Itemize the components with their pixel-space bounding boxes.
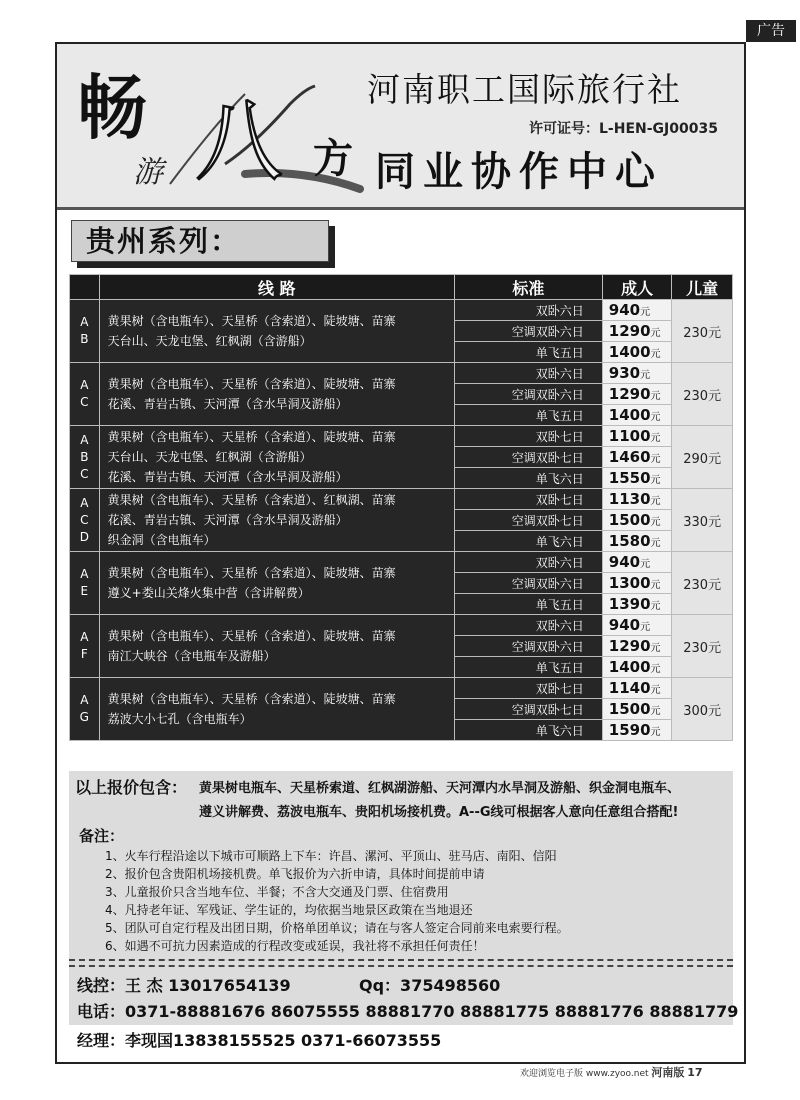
route-code-letter: A: [80, 693, 89, 707]
child-price: 230元: [672, 615, 733, 678]
route-description: [99, 363, 454, 426]
currency-unit: 元: [650, 664, 661, 675]
child-price: 330元: [672, 489, 733, 552]
adult-price-cell: [602, 720, 672, 741]
currency-unit: 元: [650, 727, 661, 738]
adult-price: 1390: [608, 595, 651, 613]
currency-unit: 元: [650, 433, 661, 444]
adult-price-cell: [602, 531, 672, 552]
section-title: 贵州系列：: [71, 220, 329, 262]
standard-cell: 单飞六日: [454, 531, 602, 552]
adult-price: 940: [608, 616, 641, 634]
route-code: [70, 552, 100, 615]
route-line: 黄果树（含电瓶车）、天星桥（含索道）、陡坡塘、苗寨: [107, 566, 396, 580]
adult-price-cell: [602, 510, 672, 531]
currency-unit: 元: [650, 601, 661, 612]
route-code: [70, 678, 100, 741]
route-code-letter: E: [80, 584, 89, 598]
footer-text: 欢迎浏览电子版 www.zyoo.net: [520, 1069, 649, 1079]
remark-item: 1、火车行程沿途以下城市可顺路上下车：许昌、漯河、平顶山、驻马店、南阳、信阳: [105, 849, 557, 863]
adult-price: 1580: [608, 532, 651, 550]
divider: [69, 965, 733, 967]
route-description: [99, 489, 454, 552]
standard-cell: 空调双卧七日: [454, 699, 602, 720]
route-line: 遵义+娄山关烽火集中营（含讲解费）: [107, 586, 310, 600]
footer: [520, 1064, 740, 1080]
include-line: 黄果树电瓶车、天星桥索道、红枫湖游船、天河潭内水旱洞及游船、织金洞电瓶车、: [199, 781, 681, 796]
route-line: 花溪、青岩古镇、天河潭（含水旱洞及游船）: [107, 470, 348, 484]
price-body: [70, 300, 733, 741]
adult-price: 1550: [608, 469, 651, 487]
standard-cell: 双卧六日: [454, 300, 602, 321]
currency-unit: 元: [650, 391, 661, 402]
adult-price: 1100: [608, 427, 651, 445]
currency-unit: 元: [650, 685, 661, 696]
adult-price-cell: [602, 489, 672, 510]
currency-unit: 元: [650, 412, 661, 423]
table-row: [70, 615, 733, 636]
header-standard: 标准: [454, 275, 602, 300]
ad-frame: [55, 42, 746, 1064]
adult-price: 1290: [608, 385, 651, 403]
hotline: 线控：王 杰 13017654139: [77, 976, 291, 995]
standard-cell: 单飞六日: [454, 468, 602, 489]
standard-cell: 空调双卧六日: [454, 384, 602, 405]
standard-cell: 空调双卧七日: [454, 510, 602, 531]
price-table: [69, 274, 733, 741]
route-code-letter: A: [80, 567, 89, 581]
header-code: [70, 275, 100, 300]
route-line: 黄果树（含电瓶车）、天星桥（含索道）、陡坡塘、苗寨: [107, 314, 396, 328]
route-code-letter: D: [79, 529, 89, 544]
table-row: [70, 489, 733, 510]
manager-contact: 经理：李现国13838155525 0371-66073555: [77, 1031, 442, 1050]
header: [57, 44, 744, 210]
logo-char-ba: 八: [195, 90, 284, 193]
route-code: [70, 615, 100, 678]
route-code-letter: B: [80, 449, 89, 464]
page-number: 17: [687, 1066, 703, 1079]
center-name: 同业协作中心: [375, 148, 663, 195]
adult-price-cell: [602, 321, 672, 342]
currency-unit: 元: [640, 370, 651, 381]
currency-unit: 元: [650, 517, 661, 528]
route-line: 南江大峡谷（含电瓶车及游船）: [107, 649, 276, 663]
currency-unit: 元: [650, 496, 661, 507]
adult-price-cell: [602, 342, 672, 363]
route-description: [99, 426, 454, 489]
standard-cell: 双卧七日: [454, 426, 602, 447]
adult-price: 1400: [608, 406, 651, 424]
include-label: 以上报价包含：: [75, 778, 188, 797]
route-code-letter: B: [80, 332, 89, 346]
adult-price-cell: [602, 552, 672, 573]
remark-item: 6、如遇不可抗力因素造成的行程改变或延误，我社将不承担任何责任！: [105, 939, 485, 953]
header-adult: 成人: [602, 275, 672, 300]
phone-numbers: 电话：0371-88881676 86075555 88881770 88881775 88881776 88881779: [77, 1002, 739, 1021]
adult-price-cell: [602, 615, 672, 636]
adult-price-cell: [602, 678, 672, 699]
standard-cell: 单飞六日: [454, 720, 602, 741]
standard-cell: 空调双卧六日: [454, 573, 602, 594]
route-code: [70, 426, 100, 489]
license-number: 许可证号：L-HEN-GJ00035: [529, 121, 718, 137]
adult-price: 1290: [608, 637, 651, 655]
route-line: 黄果树（含电瓶车）、天星桥（含索道）、陡坡塘、苗寨: [107, 629, 396, 643]
adult-price-cell: [602, 573, 672, 594]
adult-price: 1400: [608, 343, 651, 361]
child-price: 300元: [672, 678, 733, 741]
adult-price-cell: [602, 699, 672, 720]
remark-item: 2、报价包含贵阳机场接机费。单飞报价为六折申请，具体时间提前申请: [105, 867, 485, 881]
route-code-letter: A: [80, 432, 89, 447]
route-code-letter: C: [80, 512, 89, 527]
route-line: 黄果树（含电瓶车）、天星桥（含索道）、陡坡塘、苗寨: [107, 430, 396, 444]
currency-unit: 元: [650, 454, 661, 465]
child-price: 230元: [672, 552, 733, 615]
adult-price-cell: [602, 405, 672, 426]
logo-char-fang: 方: [313, 135, 353, 182]
route-code-letter: C: [80, 466, 89, 481]
standard-cell: 单飞五日: [454, 342, 602, 363]
route-code-letter: A: [80, 495, 89, 510]
route-code-letter: A: [80, 630, 89, 644]
child-price: 290元: [672, 426, 733, 489]
currency-unit: 元: [650, 328, 661, 339]
adult-price: 1500: [608, 511, 651, 529]
table-row: [70, 363, 733, 384]
include-section: [69, 771, 739, 1025]
route-code: [70, 300, 100, 363]
route-line: 天台山、天龙屯堡、红枫湖（含游船）: [107, 334, 312, 348]
route-code-letter: A: [80, 378, 89, 392]
header-route: 线 路: [99, 275, 454, 300]
standard-cell: 单飞五日: [454, 405, 602, 426]
currency-unit: 元: [640, 559, 651, 570]
adult-price: 1460: [608, 448, 651, 466]
route-line: 黄果树（含电瓶车）、天星桥（含索道）、陡坡塘、苗寨: [107, 692, 396, 706]
route-line: 天台山、天龙屯堡、红枫湖（含游船）: [107, 450, 312, 464]
route-description: [99, 678, 454, 741]
route-line: 花溪、青岩古镇、天河潭（含水旱洞及游船）: [107, 513, 348, 527]
route-line: 黄果树（含电瓶车）、天星桥（含索道）、红枫湖、苗寨: [107, 493, 396, 507]
standard-cell: 双卧七日: [454, 489, 602, 510]
adult-price: 1500: [608, 700, 651, 718]
remark-label: 备注：: [79, 827, 125, 845]
remark-item: 4、凡持老年证、军残证、学生证的，均依据当地景区政策在当地退还: [105, 903, 473, 917]
table-row: [70, 300, 733, 321]
standard-cell: 空调双卧七日: [454, 447, 602, 468]
adult-price: 1130: [608, 490, 651, 508]
standard-cell: 单飞五日: [454, 594, 602, 615]
currency-unit: 元: [650, 349, 661, 360]
table-row: [70, 678, 733, 699]
remark-item: 5、团队可自定行程及出团日期，价格单团单议；请在与客人签定合同前来电索要行程。: [105, 921, 569, 935]
adult-price-cell: [602, 447, 672, 468]
child-price: 230元: [672, 300, 733, 363]
adult-price-cell: [602, 657, 672, 678]
logo-char-chang: 畅: [77, 66, 147, 149]
remark-item: 3、儿童报价只含当地车位、半餐；不含大交通及门票、住宿费用: [105, 885, 449, 899]
currency-unit: 元: [650, 706, 661, 717]
adult-price-cell: [602, 468, 672, 489]
standard-cell: 空调双卧六日: [454, 636, 602, 657]
include-line: 遵义讲解费、荔波电瓶车、贵阳机场接机费。A--G线可根据客人意向任意组合搭配!: [199, 805, 679, 820]
qq-number: Qq：375498560: [359, 976, 501, 995]
currency-unit: 元: [650, 580, 661, 591]
adult-price: 940: [608, 301, 641, 319]
brand-logo: [75, 54, 375, 199]
adult-price: 930: [608, 364, 641, 382]
adult-price-cell: [602, 594, 672, 615]
route-line: 织金洞（含电瓶车）: [107, 533, 216, 547]
standard-cell: 空调双卧六日: [454, 321, 602, 342]
currency-unit: 元: [650, 643, 661, 654]
route-code-letter: G: [79, 710, 89, 724]
standard-cell: 双卧七日: [454, 678, 602, 699]
header-child: 儿童: [672, 275, 733, 300]
table-row: [70, 426, 733, 447]
adult-price: 1400: [608, 658, 651, 676]
adult-price: 940: [608, 553, 641, 571]
currency-unit: 元: [650, 475, 661, 486]
currency-unit: 元: [650, 538, 661, 549]
adult-price-cell: [602, 363, 672, 384]
agency-name: 河南职工国际旅行社: [367, 70, 682, 109]
currency-unit: 元: [640, 307, 651, 318]
route-line: 黄果树（含电瓶车）、天星桥（含索道）、陡坡塘、苗寨: [107, 377, 396, 391]
adult-price: 1140: [608, 679, 651, 697]
adult-price-cell: [602, 636, 672, 657]
adult-price: 1290: [608, 322, 651, 340]
adult-price: 1590: [608, 721, 651, 739]
footer-edition: 河南版: [651, 1066, 685, 1079]
route-code: [70, 489, 100, 552]
currency-unit: 元: [640, 622, 651, 633]
standard-cell: 双卧六日: [454, 615, 602, 636]
route-description: [99, 615, 454, 678]
route-code-letter: C: [80, 395, 89, 409]
ad-tag: 广告: [746, 20, 796, 42]
remark-list: [105, 847, 569, 955]
route-code-letter: F: [80, 647, 88, 661]
adult-price-cell: [602, 384, 672, 405]
route-line: 花溪、青岩古镇、天河潭（含水旱洞及游船）: [107, 397, 348, 411]
standard-cell: 双卧六日: [454, 552, 602, 573]
logo-char-you: 游: [133, 155, 163, 190]
table-row: [70, 552, 733, 573]
route-description: [99, 552, 454, 615]
standard-cell: 单飞五日: [454, 657, 602, 678]
route-line: 荔波大小七孔（含电瓶车）: [107, 712, 252, 726]
standard-cell: 双卧六日: [454, 363, 602, 384]
route-code: [70, 363, 100, 426]
divider: [69, 959, 733, 961]
adult-price: 1300: [608, 574, 651, 592]
adult-price-cell: [602, 426, 672, 447]
adult-price-cell: [602, 300, 672, 321]
route-description: [99, 300, 454, 363]
table-header-row: [70, 275, 733, 300]
route-code-letter: A: [80, 315, 89, 329]
child-price: 230元: [672, 363, 733, 426]
